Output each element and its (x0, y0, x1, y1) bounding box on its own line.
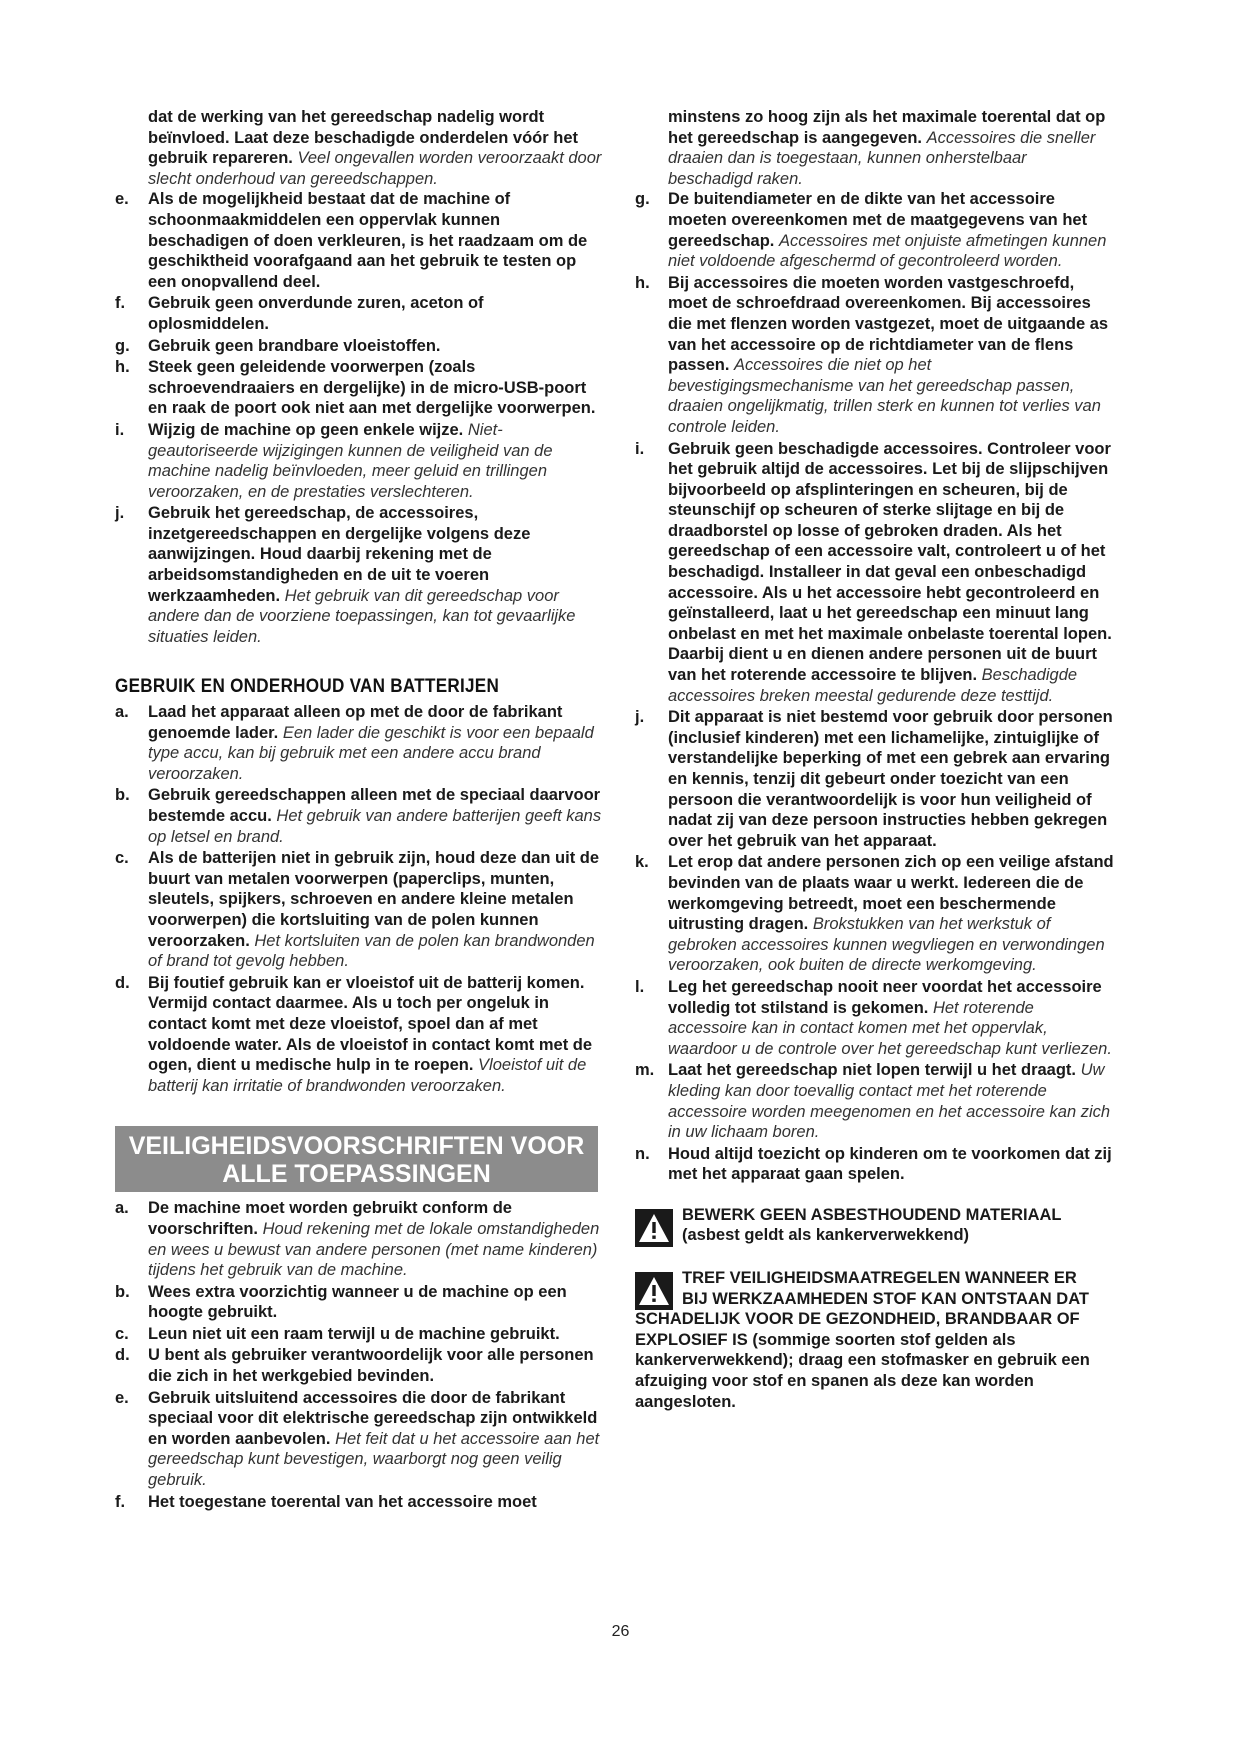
bold-text: Als de batterijen niet in gebruik zijn, houd deze dan uit de buurt van metalen voorwerpen (paperclips, munten, sleutels, spijkers, schroeven en andere kleine metalen voorwerpen) die kortsluiting van de polen kunnen veroorzaken. (148, 849, 600, 950)
italic-text: Beschadigde accessoires breken meestal gedurende deze testtijd. (668, 666, 1078, 705)
safety-banner (115, 1126, 598, 1192)
italic-text: Het gebruik van andere batterijen geeft kans op letsel en brand. (148, 807, 602, 846)
italic-text: Veel ongevallen worden veroorzaakt door slecht onderhoud van gereedschappen. (148, 149, 602, 188)
continued-item-right (635, 107, 1115, 189)
warning-rest: SCHADELIJK VOOR DE GEZONDHEID, BRANDBAAR OF EXPLOSIEF IS (sommige soorten stof gelden als kankerverwekkend); draag een stofmasker en gebruik een afzuiging voor stof en spanen als deze kan worden aangesloten. (635, 1310, 1090, 1411)
list-item (115, 420, 605, 502)
list-item (635, 977, 1115, 1059)
bold-text: Als de mogelijkheid bestaat dat de machine of schoonmaakmiddelen een oppervlak kunnen beschadigen of doen verkleuren, is het raadzaam om de geschiktheid voorafgaand aan het gebruik te testen op een onopvallend deel. (148, 190, 588, 291)
italic-text: Uw kleding kan door toevallig contact met het roterende accessoire worden meegenomen en het accessoire kan zich in uw lichaam boren. (668, 1061, 1111, 1142)
list-item (635, 852, 1115, 976)
italic-text: Accessoires die sneller draaien dan is toegestaan, kunnen onherstelbaar beschadigd raken. (668, 128, 1096, 188)
bold-text: Dit apparaat is niet bestemd voor gebruik door personen (inclusief kinderen) met een lichamelijke, zintuiglijke of verstandelijke beperking of met een gebrek aan ervaring en kennis, tenzij dit gebeurt onder toezicht van een persoon die verantwoordelijk is voor hun veiligheid of nadat zij van deze persoon instructies hebben gekregen over het gebruik van het apparaat. (668, 708, 1113, 850)
bold-text: Gebruik geen beschadigde accessoires. Controleer voor het gebruik altijd de accessoires. Let bij de slijpschijven bijvoorbeeld op afsplinteringen en scheuren, bij de steunschijf op scheuren of sterke slijtage en bij de draadborstel op losse of gebroken draden. Als het gereedschap of een accessoire valt, controleert u of het beschadigd. Installeer in dat geval een onbeschadigd accessoire. Als u het accessoire hebt gecontroleerd en geïnstalleerd, laat u het gereedschap een minuut lang onbelast en met het maximale onbelaste toerental lopen. Daarbij dient u en dienen andere personen uit de buurt van het roterende accessoire te blijven. (668, 439, 1112, 685)
bold-text: Steek geen geleidende voorwerpen (zoals schroevendraaiers en dergelijke) in de micro-USB-poort en raak de poort ook niet aan met dergelijke voorwerpen. (148, 358, 596, 418)
item-letter: c. (115, 849, 129, 868)
list-item (635, 273, 1115, 438)
list-item (115, 293, 605, 334)
warning-line-2: (asbest geldt als kankerverwekkend) (682, 1226, 970, 1245)
warning-line-1: TREF VEILIGHEIDSMAATREGELEN WANNEER ER (682, 1269, 1077, 1288)
bold-text: Leun niet uit een raam terwijl u de machine gebruikt. (148, 1324, 560, 1343)
bold-text: Laad het apparaat alleen op met de door de fabrikant genoemde lader. (148, 703, 563, 742)
battery-list (115, 702, 605, 1096)
list-item (115, 503, 605, 647)
bold-text: Gebruik het gereedschap, de accessoires, inzetgereedschappen en dergelijke volgens deze aanwijzingen. Houd daarbij rekening met de arbeidsomstandigheden en de uit te voeren werkzaamheden. (148, 504, 531, 605)
list-item (115, 702, 605, 784)
warning-line-1: BEWERK GEEN ASBESTHOUDEND MATERIAAL (682, 1205, 1062, 1224)
item-letter: k. (635, 853, 649, 872)
banner-line-2: ALLE TOEPASSINGEN (222, 1160, 491, 1189)
banner-line-1: VEILIGHEIDSVOORSCHRIFTEN VOOR (128, 1132, 585, 1161)
item-letter: j. (635, 708, 645, 727)
list-item (115, 1345, 605, 1386)
italic-text: Vloeistof uit de batterij kan irritatie of brandwonden veroorzaken. (148, 1056, 587, 1095)
list-item (115, 1324, 605, 1345)
italic-text: Het feit dat u het accessoire aan het gereedschap kunt bevestigen, waarborgt nog geen veilig gebruik. (148, 1429, 600, 1490)
page-number: 26 (611, 1623, 630, 1640)
accessory-list (635, 189, 1115, 1185)
bold-text: Gebruik gereedschappen alleen met de speciaal daarvoor bestemde accu. (148, 786, 601, 825)
bold-text: Houd altijd toezicht op kinderen om te voorkomen dat zij met het apparaat gaan spelen. (668, 1144, 1112, 1184)
list-item (115, 1198, 605, 1280)
care-list (115, 189, 605, 647)
italic-text: Niet-geautoriseerde wijzigingen kunnen de veiligheid van de machine nadelig beïnvloeden, meer geluid en trillingen veroorzaken, en de prestaties verslechteren. (148, 420, 553, 501)
item-letter: h. (635, 273, 650, 292)
italic-text: Een lader die geschikt is voor een bepaald type accu, kan bij gebruik met een andere accu brand veroorzaken. (148, 723, 594, 783)
italic-text: Het kortsluiten van de polen kan brandwonden of brand tot gevolg hebben. (148, 931, 595, 971)
item-letter: n. (635, 1144, 650, 1163)
list-item (635, 1144, 1115, 1185)
item-letter: h. (115, 358, 130, 377)
item-letter: e. (115, 190, 129, 209)
list-item (635, 439, 1115, 707)
bold-text: Bij accessoires die moeten worden vastgeschroefd, moet de schroefdraad overeenkomen. Bij accessoires die met flenzen worden vastgezet, moet de uitgaande as van het accessoire op de richtdiameter van de flens passen. (668, 273, 1109, 375)
bold-text: Wijzig de machine op geen enkele wijze. (148, 420, 464, 439)
item-letter: m. (635, 1061, 655, 1080)
continued-item-left (115, 107, 605, 189)
bold-text: Let erop dat andere personen zich op een veilige afstand bevinden van de plaats waar u werkt. Iedereen die de werkomgeving betreedt, moet een beschermende uitrusting dragen. (668, 853, 1114, 934)
item-letter: c. (115, 1324, 129, 1343)
item-letter: i. (635, 439, 645, 458)
bold-text: Gebruik geen brandbare vloeistoffen. (148, 336, 441, 355)
list-item (635, 189, 1115, 271)
bold-text: De machine moet worden gebruikt conform de voorschriften. (148, 1199, 512, 1238)
list-item (115, 785, 605, 847)
item-letter: a. (115, 1199, 129, 1218)
italic-text: Brokstukken van het werkstuk of gebroken accessoires kunnen wegvliegen en verwondingen veroorzaken, ook buiten de directe werkomgeving. (668, 915, 1105, 975)
list-item (115, 336, 605, 357)
bold-text: Gebruik uitsluitend accessoires die door de fabrikant speciaal voor dit elektrische gereedschap zijn ontwikkeld en worden aanbevolen. (148, 1388, 598, 1448)
bold-text: De buitendiameter en de dikte van het accessoire moeten overeenkomen met de maatgegevens van het gereedschap. (668, 190, 1088, 250)
item-letter: d. (115, 973, 130, 992)
bold-text: Gebruik geen onverdunde zuren, aceton of oplosmiddelen. (148, 294, 484, 333)
italic-text: Accessoires met onjuiste afmetingen kunnen niet voldoende afgeschermd of gecontroleerd worden. (668, 231, 1107, 271)
bold-text: Laat het gereedschap niet lopen terwijl u het draagt. (668, 1061, 1076, 1080)
item-letter: b. (115, 786, 130, 805)
item-letter: a. (115, 703, 129, 722)
list-item (115, 848, 605, 972)
dust-warning (635, 1268, 1115, 1412)
item-letter: e. (115, 1388, 129, 1407)
list-item (115, 1492, 605, 1513)
dust-warning-head (635, 1268, 1115, 1309)
italic-text: Het roterende accessoire kan in contact komen met het oppervlak, waardoor u de controle over het gereedschap kunt verliezen. (668, 998, 1112, 1058)
item-letter: l. (635, 977, 645, 996)
item-letter: g. (635, 190, 650, 209)
list-item (115, 1388, 605, 1491)
item-letter: d. (115, 1346, 130, 1365)
general-safety-list (115, 1198, 605, 1512)
italic-text: Accessoires die niet op het bevestigingsmechanisme van het gereedschap passen, draaien ongelijkmatig, trillen sterk en kunnen tot verlies van controle leiden. (668, 356, 1101, 436)
section-title-batteries: GEBRUIK EN ONDERHOUD VAN BATTERIJEN (115, 676, 500, 698)
bold-text: Bij foutief gebruik kan er vloeistof uit de batterij komen. Vermijd contact daarmee. Als u toch per ongeluk in contact komt met deze vloeistof, spoel dan af met voldoende water. Als de vloeistof in contact komt met de ogen, dient u medische hulp in te roepen. (148, 973, 593, 1075)
list-item (115, 189, 605, 292)
asbestos-warning (635, 1205, 1115, 1246)
item-letter: f. (115, 294, 126, 313)
list-item (115, 1282, 605, 1323)
list-item (115, 357, 605, 419)
item-letter: j. (115, 504, 125, 523)
bold-text: Het toegestane toerental van het accessoire moet (148, 1492, 537, 1511)
item-letter: f. (115, 1492, 126, 1511)
list-item (635, 1060, 1115, 1142)
italic-text: Houd rekening met de lokale omstandigheden en wees u bewust van andere personen (met name kinderen) tijdens het gebruik van de machine. (148, 1219, 600, 1280)
right-column (635, 107, 1115, 1412)
item-letter: g. (115, 336, 130, 355)
list-item (115, 973, 605, 1097)
list-item (635, 707, 1115, 851)
warning-icon (635, 1209, 673, 1247)
warning-icon (635, 1272, 673, 1310)
warning-line-2: BIJ WERKZAAMHEDEN STOF KAN ONTSTAAN DAT (682, 1289, 1089, 1308)
bold-text: U bent als gebruiker verantwoordelijk voor alle personen die zich in het werkgebied bevinden. (148, 1346, 594, 1386)
italic-text: Het gebruik van dit gereedschap voor andere dan de voorziene toepassingen, kan tot gevaarlijke situaties leiden. (148, 586, 576, 646)
bold-text: Wees extra voorzichtig wanneer u de machine op een hoogte gebruikt. (148, 1282, 567, 1322)
bold-text: Leg het gereedschap nooit neer voordat het accessoire volledig tot stilstand is gekomen. (668, 977, 1102, 1017)
bold-text: dat de werking van het gereedschap nadelig wordt beïnvloed. Laat deze beschadigde onderdelen vóór het gebruik repareren. (148, 108, 579, 168)
item-letter: i. (115, 420, 125, 439)
bold-text: minstens zo hoog zijn als het maximale toerental dat op het gereedschap is aangegeven. (668, 108, 1106, 147)
left-column (115, 107, 605, 1513)
item-letter: b. (115, 1282, 130, 1301)
